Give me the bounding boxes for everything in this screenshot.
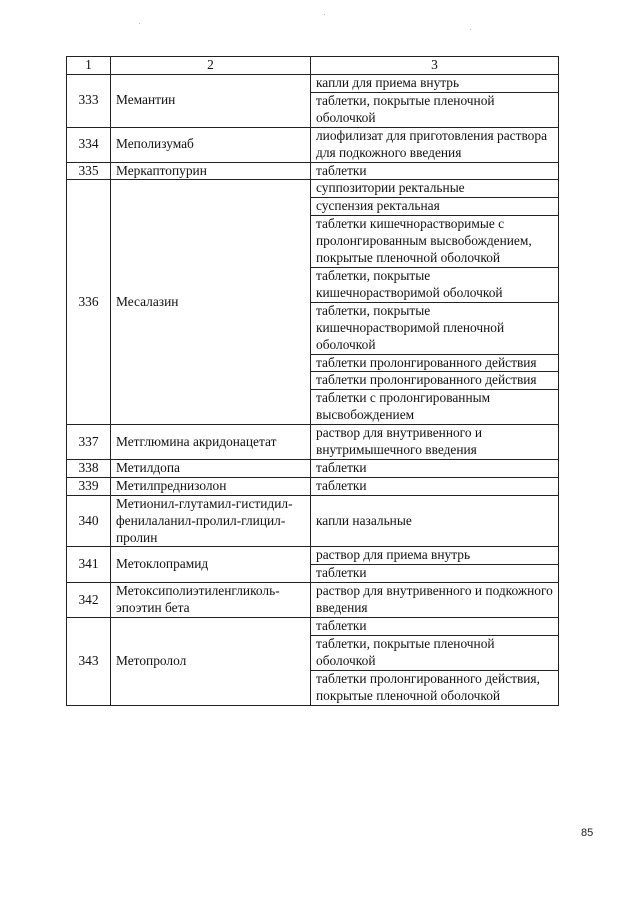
dosage-form: таблетки <box>311 618 559 636</box>
dosage-form: таблетки кишечнорастворимые с пролонгированным высвобождением, покрытые пленочной оболочкой <box>311 216 559 268</box>
dosage-form: таблетки пролонгированного действия <box>311 354 559 372</box>
header-col-2: 2 <box>111 57 311 75</box>
table-row <box>67 75 559 93</box>
page-number: 85 <box>581 827 594 839</box>
table-row <box>67 127 559 162</box>
drug-table <box>66 56 559 706</box>
dosage-form: таблетки <box>311 459 559 477</box>
dosage-form: капли назальные <box>311 495 559 547</box>
table-row <box>67 425 559 460</box>
header-col-1: 1 <box>67 57 111 75</box>
table-header-row <box>67 57 559 75</box>
dosage-form: суспензия ректальная <box>311 198 559 216</box>
row-number: 334 <box>67 127 111 162</box>
row-number: 342 <box>67 583 111 618</box>
dosage-form: лиофилизат для приготовления раствора для подкожного введения <box>311 127 559 162</box>
drug-name: Мемантин <box>111 75 311 128</box>
table-row <box>67 495 559 547</box>
table-row <box>67 618 559 636</box>
dosage-form: раствор для внутривенного и внутримышечного введения <box>311 425 559 460</box>
drug-name: Метионил-глутамил-гистидил-фенилаланил-пролил-глицил-пролин <box>111 495 311 547</box>
dosage-form: таблетки пролонгированного действия <box>311 372 559 390</box>
row-number: 341 <box>67 547 111 583</box>
drug-name: Метоклопрамид <box>111 547 311 583</box>
dosage-form: таблетки <box>311 162 559 180</box>
row-number: 337 <box>67 425 111 460</box>
row-number: 343 <box>67 618 111 706</box>
drug-name: Метоксиполиэтиленгликоль-эпоэтин бета <box>111 583 311 618</box>
dosage-form: раствор для приема внутрь <box>311 547 559 565</box>
table-row <box>67 583 559 618</box>
dosage-form: таблетки пролонгированного действия, покрытые пленочной оболочкой <box>311 670 559 705</box>
dosage-form: таблетки <box>311 477 559 495</box>
row-number: 335 <box>67 162 111 180</box>
dosage-form: раствор для внутривенного и подкожного введения <box>311 583 559 618</box>
row-number: 333 <box>67 75 111 128</box>
drug-name: Метилдопа <box>111 459 311 477</box>
row-number: 338 <box>67 459 111 477</box>
dosage-form: таблетки, покрытые пленочной оболочкой <box>311 636 559 671</box>
dosage-form: таблетки <box>311 565 559 583</box>
drug-name: Метопролол <box>111 618 311 706</box>
drug-name: Метглюмина акридонацетат <box>111 425 311 460</box>
dosage-form: таблетки с пролонгированным высвобождением <box>311 390 559 425</box>
dosage-form: таблетки, покрытые пленочной оболочкой <box>311 92 559 127</box>
dosage-form: суппозитории ректальные <box>311 180 559 198</box>
drug-name: Метилпреднизолон <box>111 477 311 495</box>
table-body <box>67 75 559 706</box>
scan-speck <box>324 14 325 15</box>
drug-name: Месалазин <box>111 180 311 425</box>
table-row <box>67 477 559 495</box>
row-number: 336 <box>67 180 111 425</box>
drug-name: Меркаптопурин <box>111 162 311 180</box>
scan-speck <box>470 29 471 30</box>
scan-speck <box>139 23 140 24</box>
table-row <box>67 547 559 565</box>
drug-name: Меполизумаб <box>111 127 311 162</box>
dosage-form: таблетки, покрытые кишечнорастворимой оболочкой <box>311 267 559 302</box>
dosage-form: таблетки, покрытые кишечнорастворимой пленочной оболочкой <box>311 302 559 354</box>
row-number: 340 <box>67 495 111 547</box>
table-row <box>67 459 559 477</box>
row-number: 339 <box>67 477 111 495</box>
table-row <box>67 162 559 180</box>
dosage-form: капли для приема внутрь <box>311 75 559 93</box>
table-row <box>67 180 559 198</box>
header-col-3: 3 <box>311 57 559 75</box>
